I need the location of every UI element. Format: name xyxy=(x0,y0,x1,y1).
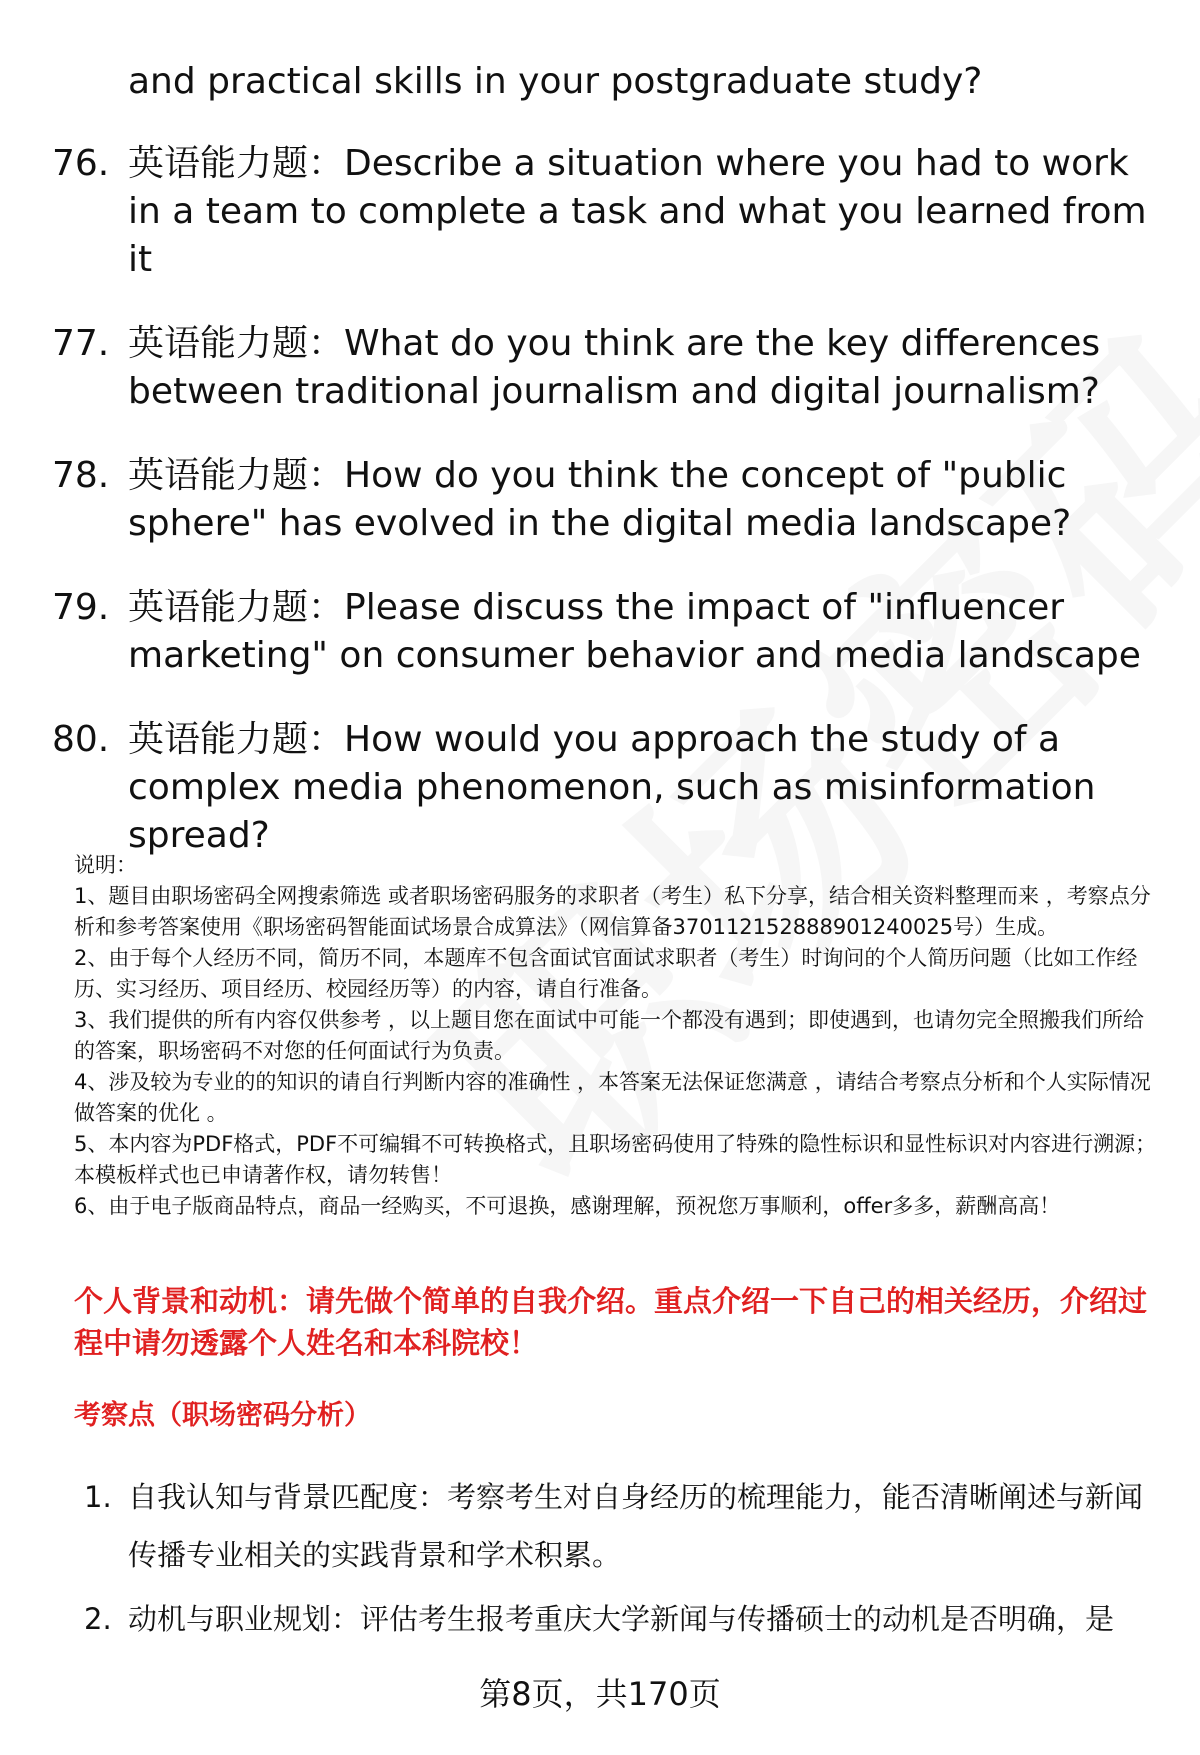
analysis-item xyxy=(84,1468,1159,1584)
analysis-number: 1. xyxy=(84,1480,112,1514)
question-item xyxy=(52,452,1162,548)
question-number: 80. xyxy=(52,719,110,760)
question-list xyxy=(52,140,1162,896)
notes-title: 说明： xyxy=(74,853,137,877)
question-text: 英语能力题：Describe a situation where you had to work in a team to complete a task and what you learned from it xyxy=(128,143,1147,280)
note-item: 2、由于每个人经历不同，简历不同，本题库不包含面试官面试求职者（考生）时询问的个人简历问题（比如工作经历、实习经历、项目经历、校园经历等）的内容，请自行准备。 xyxy=(74,946,1138,1001)
section-heading: 个人背景和动机：请先做个简单的自我介绍。重点介绍一下自己的相关经历，介绍过程中请勿透露个人姓名和本科院校！ xyxy=(74,1284,1148,1360)
analysis-text: 动机与职业规划：评估考生报考重庆大学新闻与传播硕士的动机是否明确，是 xyxy=(128,1602,1115,1636)
question-text: 英语能力题：Please discuss the impact of "influencer marketing" on consumer behavior and media landscape xyxy=(128,587,1141,676)
question-item xyxy=(52,716,1162,860)
question-text: 英语能力题：How do you think the concept of "public sphere" has evolved in the digital media landscape? xyxy=(128,455,1072,544)
analysis-text: 自我认知与背景匹配度：考察考生对自身经历的梳理能力，能否清晰阐述与新闻传播专业相关的实践背景和学术积累。 xyxy=(128,1480,1144,1572)
question-item xyxy=(52,320,1162,416)
note-item: 6、由于电子版商品特点，商品一经购买，不可退换，感谢理解，预祝您万事顺利，offer多多，薪酬高高！ xyxy=(74,1194,1061,1218)
page-footer: 第8页，共170页 xyxy=(479,1675,721,1713)
analysis-heading: 考察点（职场密码分析） xyxy=(74,1400,371,1431)
question-number: 79. xyxy=(52,587,110,628)
analysis-item xyxy=(84,1590,1159,1648)
question-continuation: and practical skills in your postgraduate study? xyxy=(128,61,983,102)
note-item: 4、涉及较为专业的的知识的请自行判断内容的准确性 ，本答案无法保证您满意 ，请结合考察点分析和个人实际情况做答案的优化 。 xyxy=(74,1070,1151,1125)
analysis-list xyxy=(84,1468,1159,1654)
question-text: 英语能力题：What do you think are the key differences between traditional journalism and digital journalism? xyxy=(128,323,1101,412)
question-number: 76. xyxy=(52,143,110,184)
note-item: 3、我们提供的所有内容仅供参考 ，以上题目您在面试中可能一个都没有遇到；即使遇到，也请勿完全照搬我们所给的答案，职场密码不对您的任何面试行为负责。 xyxy=(74,1008,1145,1063)
question-item xyxy=(52,140,1162,284)
question-number: 78. xyxy=(52,455,110,496)
question-item xyxy=(52,584,1162,680)
question-text: 英语能力题：How would you approach the study of a complex media phenomenon, such as misinformation spread? xyxy=(128,719,1096,856)
notes-section xyxy=(74,850,1159,1222)
analysis-number: 2. xyxy=(84,1602,112,1636)
note-item: 1、题目由职场密码全网搜索筛选 或者职场密码服务的求职者（考生）私下分享，结合相关资料整理而来 ，考察点分析和参考答案使用《职场密码智能面试场景合成算法》（网信算备370112152888901240025号）生成。 xyxy=(74,884,1151,939)
note-item: 5、本内容为PDF格式，PDF不可编辑不可转换格式，且职场密码使用了特殊的隐性标识和显性标识对内容进行溯源；本模板样式也已申请著作权，请勿转售！ xyxy=(74,1132,1157,1187)
question-number: 77. xyxy=(52,323,110,364)
